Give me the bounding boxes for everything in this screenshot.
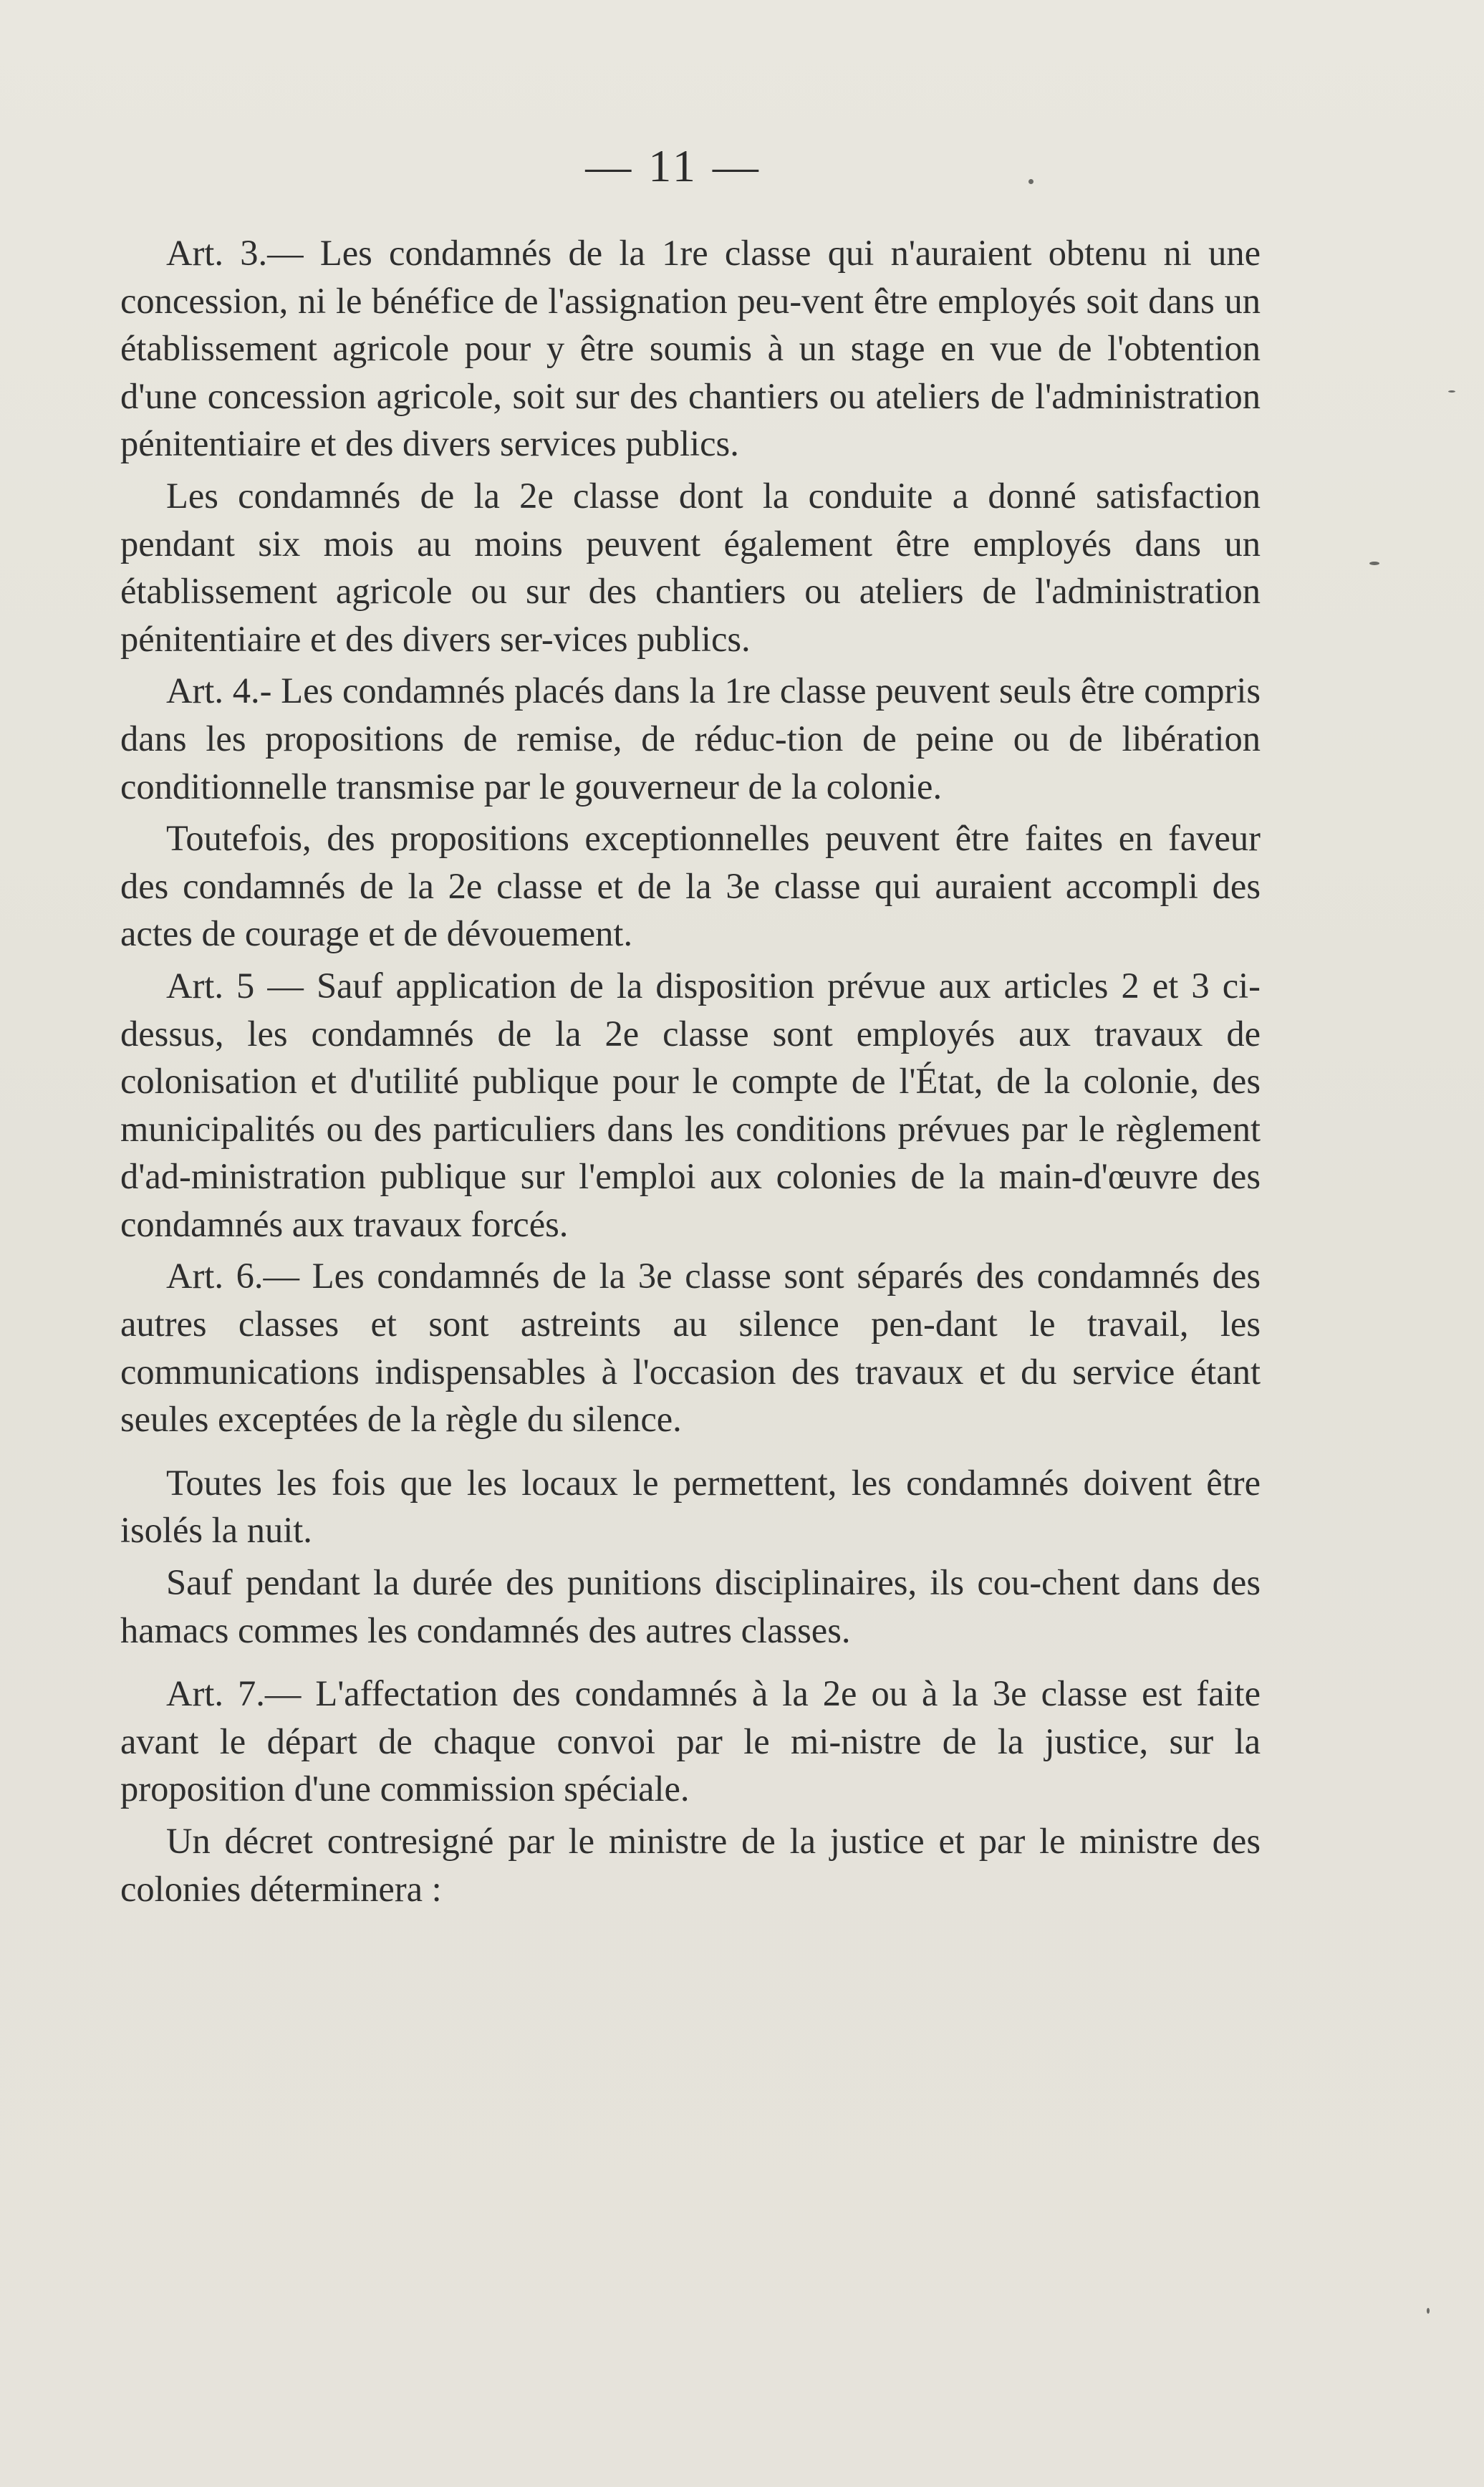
paper-speck bbox=[1448, 390, 1455, 393]
paper-speck bbox=[1369, 562, 1379, 565]
paper-speck bbox=[1028, 179, 1034, 184]
paragraph-locaux: Toutes les fois que les locaux le permettent, les condamnés doivent être isolés la nuit. bbox=[120, 1462, 1261, 1551]
paper-speck bbox=[1427, 2308, 1430, 2314]
page-number: — 11 — bbox=[585, 140, 761, 191]
paragraph-art-7: Art. 7.— L'affectation des condamnés à la 2e ou à la 3e classe est faite avant le départ de chaque convoi par le mi-nistre de la justice, sur la proposition d'une commission spéciale. bbox=[120, 1673, 1261, 1809]
paragraph-art-6: Art. 6.— Les condamnés de la 3e classe sont séparés des condamnés des autres classes et sont astreints au silence pen-dant le travail, les communications indispensables à l'occasion des travaux et du service étant seules exceptées de la règle du silence. bbox=[120, 1256, 1261, 1440]
decree-text bbox=[120, 229, 1261, 1913]
paragraph-toutefois: Toutefois, des propositions exceptionnelles peuvent être faites en faveur des condamnés de la 2e classe et de la 3e classe qui auraient accompli des actes de courage et de dévouement. bbox=[120, 818, 1261, 954]
paragraph-2e-classe: Les condamnés de la 2e classe dont la conduite a donné satisfaction pendant six mois au moins peuvent également être employés dans un établissement agricole ou sur des chantiers ou ateliers de l'administration pénitentiaire et des divers ser-vices publics. bbox=[120, 475, 1261, 659]
paragraph-decret: Un décret contresigné par le ministre de la justice et par le ministre des colonies déterminera : bbox=[120, 1821, 1261, 1909]
paragraph-art-5: Art. 5 — Sauf application de la disposition prévue aux articles 2 et 3 ci-dessus, les condamnés de la 2e classe sont employés aux travaux de colonisation et d'utilité publique pour le compte de l'État, de la colonie, des municipalités ou des particuliers dans les conditions prévues par le règlement d'ad-ministration publique sur l'emploi aux colonies de la main-d'œuvre des condamnés aux travaux forcés. bbox=[120, 965, 1261, 1244]
paragraph-art-3: Art. 3.— Les condamnés de la 1re classe qui n'auraient obtenu ni une concession, ni le bénéfice de l'assignation peu-vent être employés soit dans un établissement agricole pour y être soumis à un stage en vue de l'obtention d'une concession agricole, soit sur des chantiers ou ateliers de l'administration pénitentiaire et des divers services publics. bbox=[120, 233, 1261, 464]
paragraph-punitions: Sauf pendant la durée des punitions disciplinaires, ils cou-chent dans des hamacs commes les condamnés des autres classes. bbox=[120, 1562, 1261, 1650]
paragraph-art-4: Art. 4.- Les condamnés placés dans la 1re classe peuvent seuls être compris dans les propositions de remise, de réduc-tion de peine ou de libération conditionnelle transmise par le gouverneur de la colonie. bbox=[120, 670, 1261, 807]
